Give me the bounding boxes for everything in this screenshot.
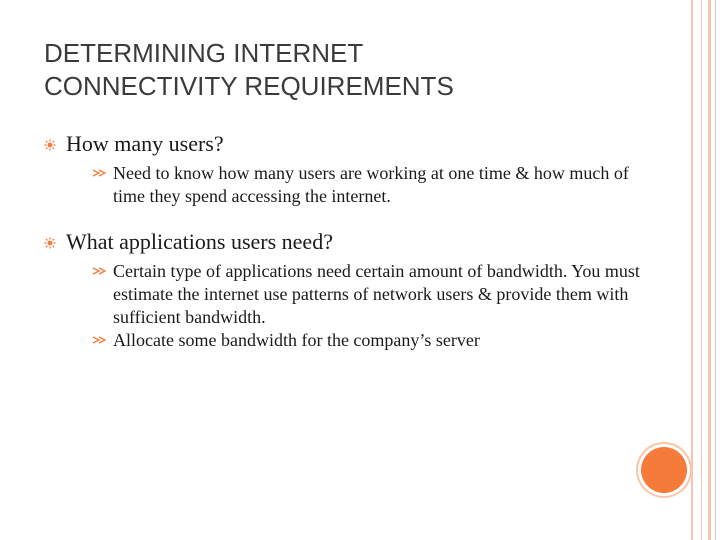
chevron-glyph-icon [92, 169, 108, 177]
bullet-item [44, 128, 664, 208]
chevron-glyph-icon [92, 267, 108, 275]
sub-bullet-list [66, 162, 664, 208]
sub-bullet-text: Certain type of applications need certain amount of bandwidth. You must estimate the internet use patterns of network users & provide them with sufficient bandwidth. [113, 261, 640, 327]
bullet-text: How many users? [66, 131, 224, 156]
right-border-line [691, 0, 693, 540]
sub-bullet-item [86, 162, 664, 208]
bullet-item [44, 226, 664, 352]
bullet-text: What applications users need? [66, 229, 333, 254]
sub-bullet-item [86, 329, 664, 352]
sun-icon [44, 139, 56, 151]
sub-bullet-item [86, 260, 664, 329]
slide-body [44, 128, 664, 352]
sun-icon [44, 237, 56, 249]
right-border-line [715, 0, 716, 540]
slide-title: DETERMINING INTERNET CONNECTIVITY REQUIREMENTS [44, 38, 454, 101]
sub-bullet-text: Allocate some bandwidth for the company’s server [113, 330, 480, 350]
right-border-line [708, 0, 711, 540]
right-border-line [701, 0, 702, 540]
chevron-glyph-icon [92, 336, 108, 344]
sub-bullet-text: Need to know how many users are working at one time & how much of time they spend accessing the internet. [113, 163, 629, 206]
sub-bullet-list [66, 260, 664, 352]
decorative-circle-icon [641, 447, 687, 493]
